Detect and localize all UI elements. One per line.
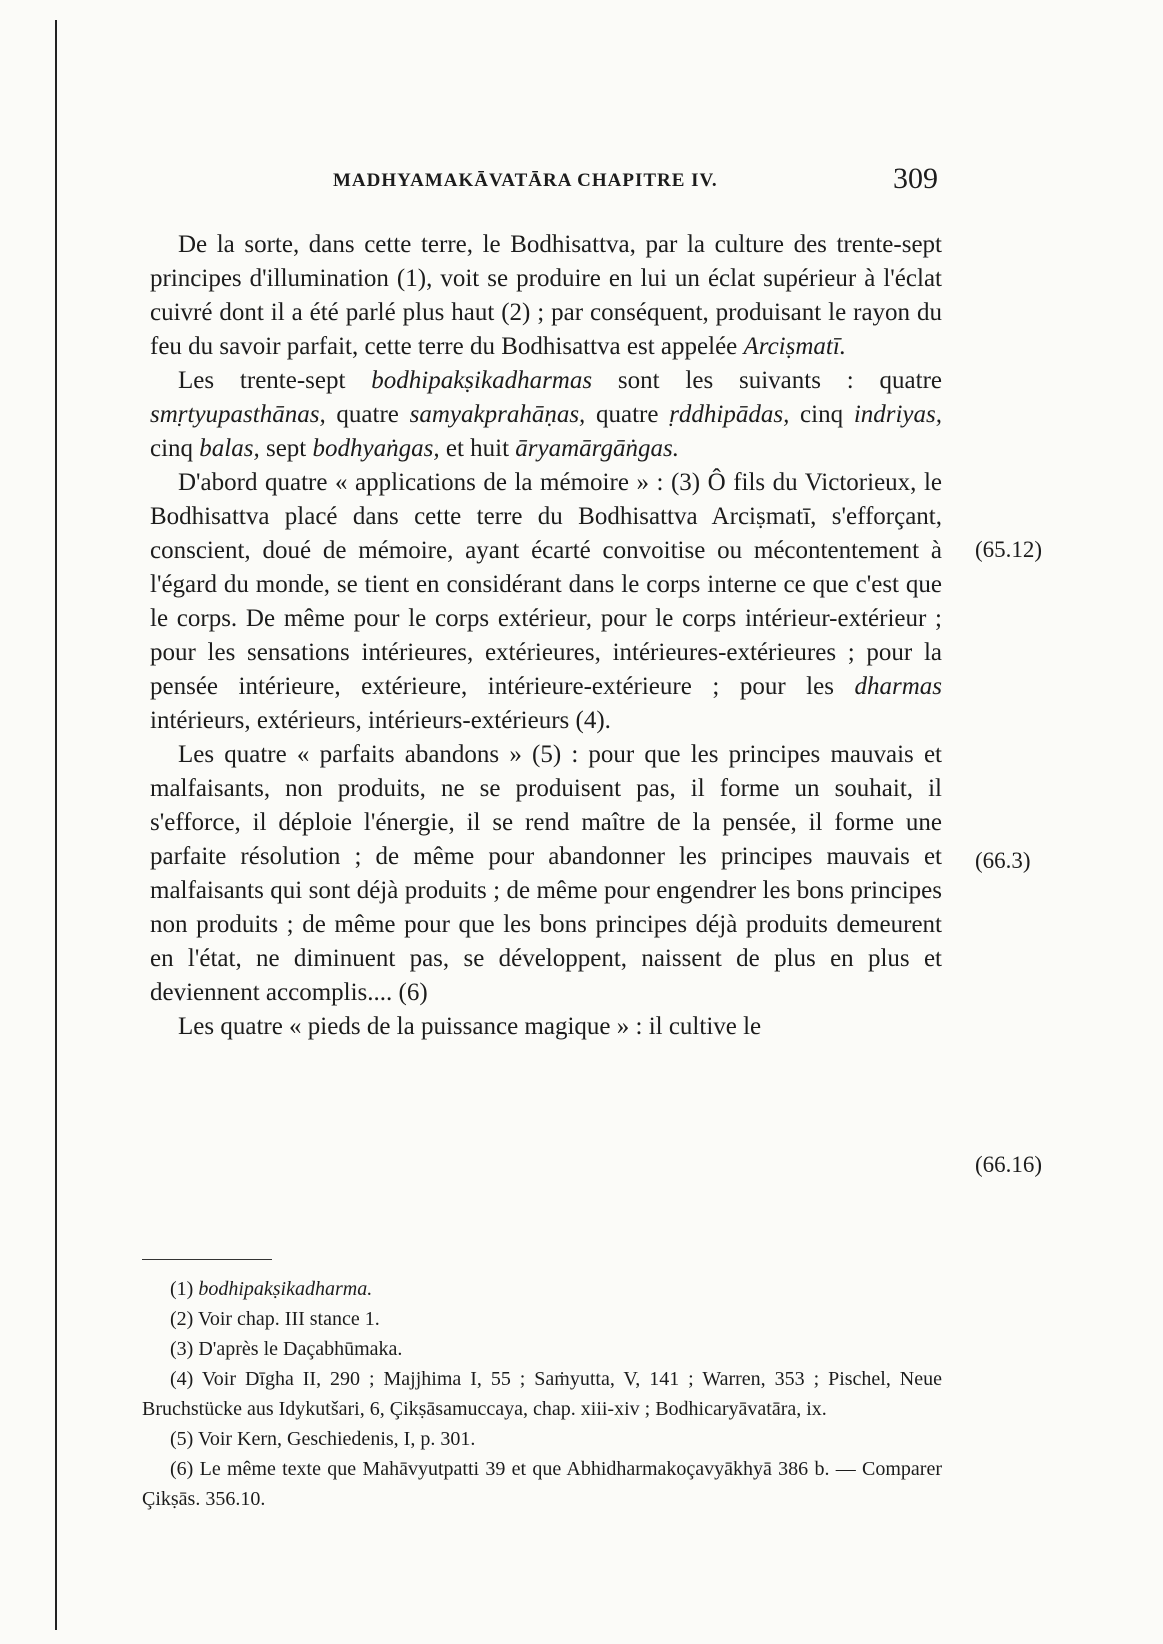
- footnote-1: (1) bodhipakṣikadharma.: [170, 1278, 373, 1300]
- footnotes: [142, 1274, 942, 1514]
- paragraph-1: De la sorte, dans cette terre, le Bodhisattva, par la culture des trente-sept principes d'illumination (1), voit se produire en lui un éclat supérieur à l'éclat cuivré dont il a été parlé plus haut (2) ; par conséquent, produisant le rayon du feu du savoir parfait, cette terre du Bodhisattva est appelée Arciṣmatī.: [150, 231, 942, 360]
- footnote-5: (5) Voir Kern, Geschiedenis, I, p. 301.: [170, 1428, 476, 1450]
- paragraph-5: Les quatre « pieds de la puissance magique » : il cultive le: [178, 1013, 762, 1040]
- footnote-3: (3) D'après le Daçabhūmaka.: [170, 1338, 403, 1360]
- margin-ref-1: (65.12): [975, 537, 1043, 562]
- margin-ref-2: (66.3): [975, 848, 1031, 873]
- footnote-4: (4) Voir Dīgha II, 290 ; Majjhima I, 55 ; Saṁyutta, V, 141 ; Warren, 353 ; Pischel, Neue Bruchstücke aus Idykutšari, 6, Çikṣāsamuccaya, chap. xiii-xiv ; Bodhicaryāvatāra, ix.: [142, 1368, 942, 1420]
- footnote-2: (2) Voir chap. III stance 1.: [170, 1308, 380, 1330]
- running-title: MADHYAMAKĀVATĀRA CHAPITRE IV.: [333, 170, 718, 191]
- main-text: [150, 228, 942, 1044]
- paragraph-2: Les trente-sept bodhipakṣikadharmas sont les suivants : quatre smṛtyupasthānas, quatre samyakprahāṇas, quatre ṛddhipādas, cinq indriyas, cinq balas, sept bodhyaṅgas, et huit āryamārgāṅgas.: [150, 367, 943, 462]
- paragraph-3: D'abord quatre « applications de la mémoire » : (3) Ô fils du Victorieux, le Bodhisattva placé dans cette terre du Bodhisattva Arciṣmatī, s'efforçant, conscient, doué de mémoire, ayant écarté convoitise ou mécontentement à l'égard du monde, se tient en considérant dans le corps interne ce que c'est que le corps. De même pour le corps extérieur, pour le corps intérieur-extérieur ; pour les sensations intérieures, extérieures, intérieures-extérieures ; pour la pensée intérieure, extérieure, intérieure-extérieure ; pour les dharmas intérieurs, extérieurs, intérieurs-extérieurs (4).: [150, 469, 942, 734]
- footnote-6: (6) Le même texte que Mahāvyutpatti 39 et que Abhidharmakoçavyākhyā 386 b. — Comparer Çikṣās. 356.10.: [142, 1458, 942, 1510]
- footnote-separator: [142, 1259, 272, 1260]
- margin-ref-3: (66.16): [975, 1152, 1043, 1177]
- page-number: 309: [893, 162, 938, 195]
- paragraph-4: Les quatre « parfaits abandons » (5) : pour que les principes mauvais et malfaisants, non produits, ne se produisent pas, il forme un souhait, il s'efforce, il déploie l'énergie, il se rend maître de la pensée, il forme une parfaite résolution ; de même pour abandonner les principes mauvais et malfaisants qui sont déjà produits ; de même pour engendrer les bons principes non produits ; de même pour que les bons principes déjà produits demeurent en l'état, ne diminuent pas, se développent, naissent de plus en plus et deviennent accomplis.... (6): [150, 741, 942, 1006]
